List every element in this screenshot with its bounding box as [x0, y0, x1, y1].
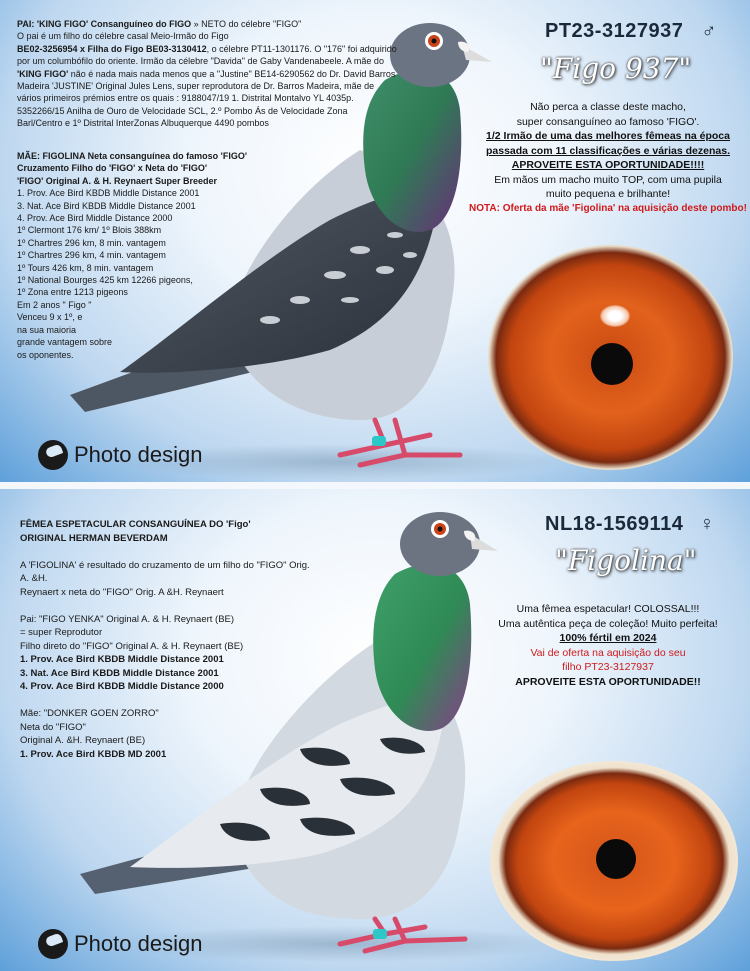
pedigree-line: Venceu 9 x 1º, e — [17, 312, 83, 323]
male-symbol-icon: ♂ — [701, 20, 717, 42]
pedigree-line: MÃE: FIGOLINA Neta consanguínea do famoso 'FIGO' — [17, 151, 247, 161]
eye-pupil — [591, 343, 633, 385]
pedigree-line: 4. Prov. Ace Bird Middle Distance 2000 — [17, 213, 173, 224]
description-line: 100% fértil em 2024 — [559, 632, 657, 644]
pedigree-line — [17, 55, 397, 67]
description-line: Vai de oferta na aquisição do seu — [530, 646, 686, 659]
pedigree-line-bold: PAI: 'KING FIGO' Consanguíneo do FIGO — [17, 19, 192, 29]
pedigree-line — [17, 43, 397, 55]
pedigree-line: os oponentes. — [17, 349, 74, 360]
pedigree-line-text: 5352266/15 Anilha de Ouro de Velocidade SCL, 2.º Pombo Ás de Velocidade Zona — [17, 105, 348, 116]
description-line: Em mãos um macho muito TOP, com uma pupila — [494, 173, 722, 186]
pedigree-line: 1º Zona entre 1213 pigeons — [17, 287, 128, 298]
pedigree-line: Neta do "FIGO" — [20, 721, 86, 733]
pedigree-line — [17, 105, 397, 117]
description-line: super consanguíneo ao famoso 'FIGO'. — [516, 115, 700, 128]
pedigree-line-text: , o célebre PT11-1301176. O "176" foi adquirido — [206, 43, 397, 54]
ring-number-text: NL18-1569114 — [545, 513, 684, 535]
pedigree-line: 3. Nat. Ace Bird KBDB Middle Distance 2001 — [20, 667, 219, 679]
description-line: passada com 11 classificações e várias dezenas. — [486, 144, 730, 157]
pedigree-line: na sua maioria — [17, 324, 77, 335]
sales-description — [478, 602, 738, 689]
pedigree-line-text: Barl/Centro e 1º Distrital InterZonas Albuquerque 4490 pombos — [17, 118, 269, 129]
female-pigeon-panel — [0, 489, 750, 971]
pedigree-line — [17, 92, 397, 104]
description-line: muito pequena e brilhante! — [545, 188, 671, 200]
pedigree-line: = super Reprodutor — [20, 627, 103, 638]
ring-number-text: PT23-3127937 — [545, 20, 684, 42]
description-line: APROVEITE ESTA OPORTUNIDADE!! — [515, 675, 701, 688]
pedigree-line-text: não é nada mais nada menos que a "Justine" BE14-6290562 do Dr. David Barros — [68, 68, 396, 79]
pedigree-line: 1. Prov. Ace Bird KBDB Middle Distance 2001 — [17, 188, 200, 199]
pedigree-line-text: Madeira 'JUSTINE' Original Jules Lens, super reprodutora de Dr. Barros Madeira, mãe de — [17, 81, 375, 92]
description-line: 1/2 Irmão de uma das melhores fêmeas na época — [486, 130, 730, 142]
pedigree-line — [17, 18, 397, 30]
pedigree-line: 1º Clermont 176 km/ 1º Blois 388km — [17, 225, 162, 236]
ring-number — [545, 513, 715, 536]
pedigree-line: 1. Prov. Ace Bird KBDB MD 2001 — [20, 748, 167, 760]
pedigree-line: 1º Chartres 296 km, 4 min. vantagem — [17, 250, 166, 261]
pedigree-line-bold: BE02-3256954 x Filha do Figo BE03-3130412 — [17, 43, 207, 54]
eye-pupil — [596, 839, 636, 879]
description-line: Uma autêntica peça de coleção! Muito perfeita! — [498, 617, 718, 630]
pedigree-line: Mãe: "DONKER GOEN ZORRO" — [20, 708, 159, 719]
mother-pedigree — [17, 150, 257, 361]
pedigree-line: FÊMEA ESPETACULAR CONSANGUÍNEA DO 'Figo' — [20, 519, 251, 530]
pedigree-line — [17, 30, 397, 42]
pedigree-line: 4. Prov. Ace Bird KBDB Middle Distance 2000 — [20, 681, 224, 692]
pedigree-line: grande vantagem sobre — [17, 337, 113, 348]
photo-design-logo — [38, 929, 202, 959]
pedigree-line: Filho direto do "FIGO" Original A. & H. Reynaert (BE) — [20, 640, 244, 652]
eye-highlight — [600, 305, 630, 327]
pedigree-line — [20, 694, 320, 708]
photo-design-logo-icon — [38, 929, 68, 959]
pedigree-line: Cruzamento Filho do 'FIGO' x Neta do 'FIGO' — [17, 163, 208, 174]
description-line: Não perca a classe deste macho, — [530, 101, 686, 113]
panel-separator — [0, 482, 750, 489]
pedigree-line — [20, 599, 320, 613]
pedigree-line: Reynaert x neta do "FIGO" Orig. A &H. Reynaert — [20, 586, 224, 598]
figolina-pedigree — [20, 518, 320, 761]
description-line: NOTA: Oferta da mãe 'Figolina' na aquisição deste pombo! — [469, 202, 747, 214]
pedigree-line: Em 2 anos " Figo " — [17, 299, 92, 310]
pedigree-line — [17, 68, 397, 80]
pedigree-line-bold: 'KING FIGO' — [17, 68, 69, 79]
photo-design-logo-icon — [38, 440, 68, 470]
pedigree-line-text: vários primeiros prémios entre os quais : 9188047/19 1. Distrital Montalvo YL 4035p. — [17, 93, 354, 104]
pedigree-line-text: » NETO do célebre "FIGO" — [191, 19, 302, 29]
pedigree-line: 1º Chartres 296 km, 8 min. vantagem — [17, 237, 166, 248]
eye-closeup — [488, 245, 733, 470]
pedigree-line: 1. Prov. Ace Bird KBDB Middle Distance 2001 — [20, 654, 224, 665]
pigeon-nickname: "Figo 937" — [540, 52, 692, 85]
description-line: Uma fêmea espetacular! COLOSSAL!!! — [516, 603, 700, 615]
pedigree-line: 'FIGO' Original A. & H. Reynaert Super Breeder — [17, 175, 217, 186]
description-line: filho PT23-3127937 — [562, 661, 654, 673]
pedigree-line — [20, 545, 320, 559]
pedigree-line-text: por um columbófilo do oriente. Irmão da célebre "Davida" de Gaby Vandenabeele. A mãe do — [17, 56, 384, 67]
pedigree-line — [17, 80, 397, 92]
photo-design-logo — [38, 440, 202, 470]
sales-description — [468, 100, 748, 216]
logo-text: Photo design — [74, 931, 203, 956]
female-symbol-icon: ♀ — [699, 513, 715, 535]
pedigree-line: 1º Tours 426 km, 8 min. vantagem — [17, 262, 154, 273]
eye-closeup — [490, 761, 738, 961]
pedigree-line: Pai: "FIGO YENKA" Original A. & H. Reynaert (BE) — [20, 613, 235, 625]
logo-text: Photo design — [74, 442, 203, 467]
male-pigeon-panel — [0, 0, 750, 482]
ring-number — [545, 20, 717, 43]
description-line: APROVEITE ESTA OPORTUNIDADE!!!! — [511, 159, 705, 171]
pedigree-line-text: O pai é um filho do célebre casal Meio-Irmão do Figo — [17, 31, 229, 42]
father-pedigree — [17, 18, 397, 130]
pedigree-line: Original A. &H. Reynaert (BE) — [20, 735, 146, 746]
pedigree-line: A 'FIGOLINA' é resultado do cruzamento de um filho do "FIGO" Orig. A. &H. — [20, 559, 310, 584]
pedigree-line: 3. Nat. Ace Bird KBDB Middle Distance 2001 — [17, 200, 196, 211]
pedigree-line: 1º National Bourges 425 km 12266 pigeons, — [17, 275, 193, 286]
pedigree-line — [17, 117, 397, 129]
pigeon-nickname: "Figolina" — [555, 544, 697, 577]
pedigree-line: ORIGINAL HERMAN BEVERDAM — [20, 532, 168, 544]
